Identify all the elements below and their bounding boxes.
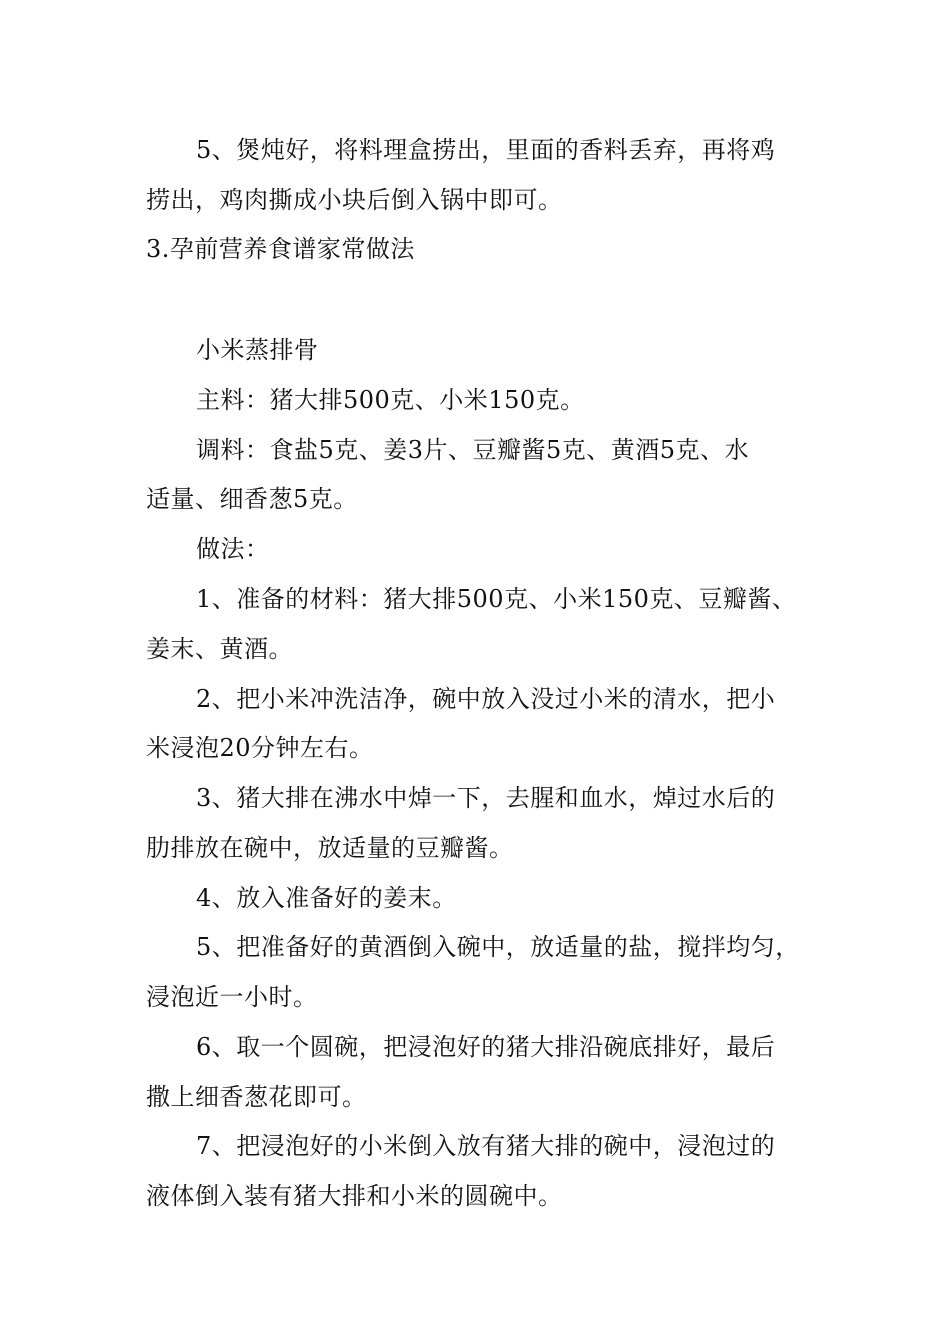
step-2-line-2: 米浸泡20分钟左右。 (146, 734, 374, 762)
seasoning-line-1: 调料：食盐5克、姜3片、豆瓣酱5克、黄酒5克、水 (196, 436, 750, 464)
step-7-line-1: 7、把浸泡好的小米倒入放有猪大排的碗中，浸泡过的 (196, 1132, 776, 1160)
step-7-line-2: 液体倒入装有猪大排和小米的圆碗中。 (146, 1182, 563, 1210)
main-ingredients: 主料：猪大排500克、小米150克。 (196, 386, 585, 414)
step-5-stew-line-1: 5、煲炖好，将料理盒捞出，里面的香料丢弃，再将鸡 (196, 136, 776, 164)
step-2-line-1: 2、把小米冲洗洁净，碗中放入没过小米的清水，把小 (196, 685, 776, 713)
method-label: 做法： (196, 535, 270, 563)
step-1-line-1: 1、准备的材料：猪大排500克、小米150克、豆瓣酱、 (196, 585, 797, 613)
step-5-line-1: 5、把准备好的黄酒倒入碗中，放适量的盐，搅拌均匀， (196, 933, 800, 961)
step-4: 4、放入准备好的姜末。 (196, 884, 457, 912)
step-5-stew-line-2: 捞出，鸡肉撕成小块后倒入锅中即可。 (146, 186, 563, 214)
step-3-line-2: 肋排放在碗中，放适量的豆瓣酱。 (146, 834, 514, 862)
step-5-line-2: 浸泡近一小时。 (146, 983, 318, 1011)
section-heading: 3.孕前营养食谱家常做法 (146, 235, 415, 263)
seasoning-line-2: 适量、细香葱5克。 (146, 485, 358, 513)
step-3-line-1: 3、猪大排在沸水中焯一下，去腥和血水，焯过水后的 (196, 784, 776, 812)
recipe-title: 小米蒸排骨 (196, 336, 319, 364)
step-6-line-1: 6、取一个圆碗，把浸泡好的猪大排沿碗底排好，最后 (196, 1033, 776, 1061)
step-6-line-2: 撒上细香葱花即可。 (146, 1083, 367, 1111)
step-1-line-2: 姜末、黄酒。 (146, 635, 293, 663)
